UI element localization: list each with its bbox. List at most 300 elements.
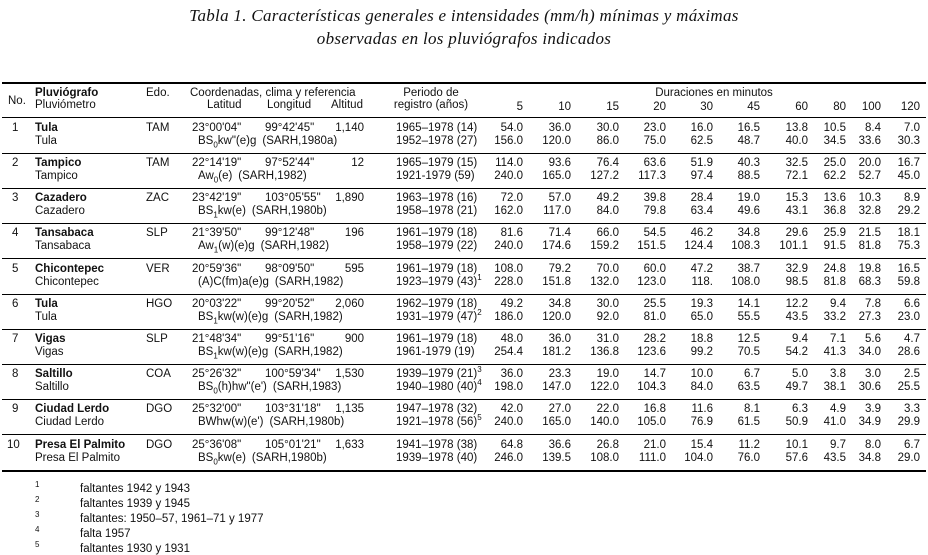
reference: (SARH,1980b) [251,452,327,464]
intensity-min: 48.0 [500,333,523,345]
reference: (SARH,1980a) [262,135,338,147]
header-altitud: Altitud [331,99,363,111]
footnote-number: 4 [35,525,40,534]
intensity-min: 39.8 [643,192,666,204]
intensity-max: 45.0 [897,170,920,182]
row-separator [2,223,926,224]
intensity-max: 186.0 [494,311,523,323]
intensity-min: 20.0 [858,157,881,169]
intensity-max: 117.0 [543,205,571,217]
state-code: ZAC [146,192,169,204]
intensity-min: 6.7 [904,439,920,451]
state-code: DGO [146,439,173,451]
row-number: 5 [12,263,19,275]
intensity-max: 151.8 [542,276,571,288]
altitude: 196 [344,227,364,239]
intensity-max: 65.0 [690,311,713,323]
period-pluviografo: 1962–1979 (18) [396,298,478,310]
intensity-min: 7.0 [904,122,920,134]
row-separator [2,364,926,365]
pluviometro-name: Tula [35,135,57,147]
footnote-text: falta 1957 [80,528,131,540]
intensity-min: 5.0 [792,368,808,380]
climate-main: Aw [198,170,214,182]
intensity-min: 3.0 [865,368,881,380]
reference: (SARH,1982) [274,311,343,323]
intensity-max: 92.0 [596,311,619,323]
table-caption [0,4,928,50]
intensity-min: 9.4 [792,333,808,345]
intensity-max: 38.1 [823,381,846,393]
intensity-min: 25.9 [823,227,846,239]
intensity-max: 63.4 [690,205,713,217]
pluviografo-name: Tampico [35,157,82,169]
climate-rest: (w)(e)g [218,240,255,252]
footnote-marker: 3 [477,365,482,375]
climate-main: BS [198,346,214,358]
intensity-max: 198.0 [494,381,523,393]
intensity-max: 34.5 [823,135,846,147]
row-number: 3 [12,192,19,204]
intensity-min: 16.7 [897,157,920,169]
intensity-min: 31.0 [596,333,619,345]
intensity-min: 108.0 [494,263,523,275]
intensity-max: 75.0 [643,135,666,147]
state-code: SLP [146,333,168,345]
footnote-marker: 1 [477,273,482,283]
intensity-max: 151.5 [637,240,666,252]
latitude: 25°36'08" [192,439,242,451]
state-code: SLP [146,227,168,239]
climate-subscript: 0 [213,140,218,150]
climate-subscript: 1 [213,245,219,255]
intensity-min: 8.1 [744,403,760,415]
intensity-min: 49.2 [500,298,523,310]
climate-rest: kw"(e)g [217,135,257,147]
intensity-min: 6.3 [792,403,808,415]
intensity-max: 120.0 [542,311,571,323]
intensity-min: 10.3 [858,192,881,204]
altitude: 595 [344,263,364,275]
intensity-min: 70.0 [596,263,619,275]
header-duration-30: 30 [700,101,713,113]
intensity-min: 19.0 [737,192,760,204]
intensity-min: 10.5 [823,122,846,134]
intensity-min: 13.6 [823,192,846,204]
intensity-max: 30.3 [897,135,920,147]
intensity-max: 228.0 [494,276,523,288]
intensity-min: 9.7 [830,439,846,451]
climate-rest: kw(e) [217,205,246,217]
pluviografo-name: Cazadero [35,192,87,204]
period-pluviografo: 1961–1979 (18) [396,227,478,239]
intensity-max: 57.6 [785,452,808,464]
latitude: 23°00'04" [192,122,242,134]
intensity-min: 34.8 [548,298,571,310]
intensity-min: 10.1 [785,439,808,451]
intensity-min: 36.0 [548,122,571,134]
period-pluviometro: 1931–1979 $(47)^2$ [396,308,482,323]
intensity-min: 47.2 [690,263,713,275]
intensity-min: 28.2 [643,333,666,345]
intensity-min: 10.0 [690,368,713,380]
climate-main: BS [198,205,214,217]
intensity-max: 120.0 [542,135,571,147]
intensity-min: 28.4 [690,192,713,204]
intensity-min: 3.3 [904,403,920,415]
intensity-min: 21.0 [643,439,666,451]
intensity-max: 41.0 [823,416,846,428]
period-pluviometro: 1961-1979 (19) [396,346,475,358]
header-duraciones: Duraciones en minutos [655,87,773,99]
pluviografo-name: Tansabaca [35,227,94,239]
intensity-min: 11.6 [691,403,713,415]
intensity-min: 40.3 [737,157,760,169]
intensity-min: 24.8 [823,263,846,275]
intensity-min: 25.0 [823,157,846,169]
climate-subscript: 1 [213,351,218,361]
header-duration-10: 10 [558,101,571,113]
intensity-max: 136.8 [590,346,619,358]
pluviometro-name: Ciudad Lerdo [35,416,105,428]
period-pluviometro: 1921–1978 $(56)^5$ [396,413,482,428]
intensity-max: 84.0 [596,205,619,217]
climate-formula [198,346,343,359]
intensity-min: 18.8 [690,333,713,345]
row-number: 1 [12,122,19,134]
intensity-min: 15.4 [690,439,713,451]
climate-main: (A)C(fm)a(e)g [198,276,269,288]
intensity-min: 42.0 [500,403,523,415]
intensity-max: 98.5 [785,276,808,288]
intensity-min: 8.4 [865,122,881,134]
intensity-max: 159.2 [590,240,619,252]
header-duration-120: 120 [900,101,920,113]
intensity-max: 34.9 [858,416,881,428]
footnote-number: 5 [35,540,40,549]
intensity-min: 30.0 [596,298,619,310]
intensity-max: 29.9 [897,416,920,428]
longitude: 99°20'52" [265,298,315,310]
intensity-max: 33.6 [858,135,881,147]
intensity-min: 12.2 [785,298,808,310]
intensity-max: 108.0 [731,276,760,288]
intensity-max: 105.0 [637,416,666,428]
pluviografo-name: Presa El Palmito [35,439,126,451]
pluviografo-name: Tula [35,122,58,134]
climate-subscript: 1 [213,316,218,326]
intensity-max: 127.2 [590,170,619,182]
row-number: 7 [12,333,19,345]
intensity-min: 72.0 [500,192,523,204]
row-number: 10 [7,439,20,451]
intensity-max: 246.0 [494,452,523,464]
header-periodo-line1: Periodo de [403,87,459,99]
intensity-max: 123.0 [637,276,666,288]
intensity-min: 19.8 [858,263,881,275]
intensity-min: 46.2 [690,227,713,239]
climate-subscript: 0 [213,457,218,467]
intensity-max: 123.6 [637,346,666,358]
climate-formula [198,311,343,324]
intensity-min: 16.8 [643,403,666,415]
intensity-min: 23.0 [643,122,666,134]
row-separator [2,329,926,330]
intensity-max: 81.8 [858,240,881,252]
intensity-max: 118. [691,276,713,288]
intensity-min: 27.0 [548,403,571,415]
row-separator [2,399,926,400]
intensity-max: 81.8 [823,276,846,288]
altitude: 1,530 [335,368,364,380]
caption-line-1: Tabla 1. Características generales e intensidades (mm/h) mínimas y máximas [189,6,739,25]
intensity-max: 49.7 [785,381,808,393]
table-bottom-rule [2,470,926,472]
longitude: 103°31'18" [265,403,321,415]
intensity-max: 62.5 [690,135,713,147]
intensity-min: 2.5 [904,368,920,380]
intensity-min: 23.3 [548,368,571,380]
period-pluviometro: 1923–1979 $(43)^1$ [396,273,482,288]
intensity-min: 4.7 [904,333,920,345]
climate-formula [198,381,341,394]
table-header-rule [2,117,926,118]
intensity-min: 32.9 [785,263,808,275]
intensity-min: 114.0 [495,157,523,169]
intensity-min: 26.8 [596,439,619,451]
longitude: 97°52'44" [265,157,315,169]
intensity-min: 5.6 [865,333,881,345]
header-duration-5: 5 [516,101,523,113]
intensity-max: 29.2 [897,205,920,217]
latitude: 20°59'36" [192,263,242,275]
intensity-min: 30.0 [596,122,619,134]
footnote-marker: 4 [477,378,482,388]
period-pluviometro: 1952–1978 (27) [396,135,478,147]
climate-rest: kw(e) [217,452,246,464]
latitude: 21°48'34" [192,333,242,345]
intensity-min: 16.5 [897,263,920,275]
header-duration-60: 60 [795,101,808,113]
reference: (SARH,1982) [260,240,330,252]
period-pluviografo: 1961–1979 (18) [396,333,478,345]
intensity-max: 76.0 [737,452,760,464]
latitude: 25°32'00" [192,403,242,415]
footnote-number: 2 [35,495,40,504]
longitude: 98°09'50" [265,263,315,275]
intensity-min: 9.4 [830,298,846,310]
intensity-max: 88.5 [737,170,760,182]
intensity-max: 49.6 [737,205,760,217]
intensity-min: 76.4 [596,157,619,169]
intensity-max: 33.2 [823,311,846,323]
intensity-max: 99.2 [690,346,713,358]
intensity-min: 14.7 [643,368,666,380]
intensity-max: 165.0 [542,170,571,182]
intensity-min: 16.5 [737,122,760,134]
intensity-max: 86.0 [596,135,619,147]
intensity-min: 15.3 [785,192,808,204]
intensity-min: 38.7 [737,263,760,275]
reference: (SARH,1982) [274,276,344,288]
climate-subscript: 1 [213,210,218,220]
header-duration-100: 100 [861,101,881,113]
intensity-min: 57.0 [548,192,571,204]
intensity-max: 162.0 [494,205,523,217]
row-number: 9 [12,403,19,415]
intensity-min: 81.6 [500,227,523,239]
intensity-max: 174.6 [542,240,571,252]
intensity-min: 49.2 [596,192,619,204]
period-pluviografo: 1939–1979 $(21)^3$ [396,365,482,380]
intensity-min: 32.5 [785,157,808,169]
intensity-min: 19.3 [690,298,713,310]
intensity-max: 117.3 [638,170,666,182]
intensity-min: 25.5 [643,298,666,310]
climate-rest: kw(w)(e)g [217,346,269,358]
intensity-max: 122.0 [590,381,619,393]
longitude: 105°01'21" [265,439,321,451]
intensity-min: 63.6 [643,157,666,169]
row-separator [2,258,926,259]
climate-formula [198,205,327,218]
intensity-max: 52.7 [858,170,881,182]
altitude: 12 [351,157,364,169]
intensity-max: 30.6 [858,381,881,393]
climate-subscript: 0 [213,386,218,396]
intensity-max: 72.1 [785,170,808,182]
state-code: VER [146,263,170,275]
pluviometro-name: Vigas [35,346,64,358]
intensity-max: 76.9 [690,416,713,428]
pluviografo-name: Chicontepec [35,263,105,275]
intensity-max: 79.8 [643,205,666,217]
latitude: 23°42'19" [192,192,242,204]
latitude: 25°26'32" [192,368,242,380]
pluviografo-name: Tula [35,298,58,310]
period-pluviometro: 1940–1980 $(40)^4$ [396,378,482,393]
intensity-max: 63.5 [737,381,760,393]
period-pluviografo: 1961–1979 (18) [396,263,478,275]
table-top-rule [2,82,926,84]
reference: (SARH,1982) [238,170,307,182]
intensity-max: 48.7 [737,135,760,147]
reference: (SARH,1983) [272,381,342,393]
intensity-max: 104.0 [684,452,713,464]
climate-rest: (h)hw"(e') [217,381,267,393]
intensity-max: 165.0 [542,416,571,428]
intensity-min: 3.8 [830,368,846,380]
intensity-min: 36.0 [500,368,523,380]
intensity-min: 36.0 [548,333,571,345]
intensity-min: 36.6 [548,439,571,451]
intensity-min: 93.6 [548,157,571,169]
period-pluviografo: 1965–1978 (14) [396,122,478,134]
footnote-text: faltantes 1942 y 1943 [80,483,190,495]
longitude: 100°59'34" [265,368,321,380]
intensity-min: 16.0 [690,122,713,134]
intensity-max: 68.3 [858,276,881,288]
intensity-max: 101.1 [779,240,808,252]
intensity-max: 91.5 [823,240,846,252]
row-number: 2 [12,157,19,169]
intensity-max: 108.3 [731,240,760,252]
climate-rest: kw(w)(e)g [217,311,269,323]
reference: (SARH,1980b) [269,416,345,428]
altitude: 2,060 [335,298,364,310]
intensity-min: 6.7 [744,368,760,380]
intensity-max: 140.0 [590,416,619,428]
intensity-max: 254.4 [494,346,523,358]
intensity-min: 19.0 [596,368,619,380]
pluviometro-name: Saltillo [35,381,69,393]
row-separator [2,294,926,295]
intensity-max: 97.4 [690,170,713,182]
row-separator [2,153,926,154]
latitude: 22°14'19" [192,157,242,169]
state-code: DGO [146,403,173,415]
intensity-max: 147.0 [542,381,571,393]
pluviometro-name: Tansabaca [35,240,91,252]
intensity-min: 6.6 [904,298,920,310]
intensity-max: 28.6 [897,346,920,358]
intensity-max: 27.3 [858,311,881,323]
intensity-max: 156.0 [494,135,523,147]
intensity-min: 8.0 [865,439,881,451]
period-pluviometro: 1921-1979 (59) [396,170,475,182]
period-pluviografo: 1941–1978 (38) [396,439,478,451]
footnote-number: 3 [35,510,40,519]
climate-main: BS [198,311,214,323]
intensity-min: 34.8 [737,227,760,239]
longitude: 99°12'48" [265,227,315,239]
footnote-marker: 5 [477,413,482,423]
pluviometro-name: Tula [35,311,57,323]
intensity-min: 7.1 [830,333,846,345]
intensity-max: 132.0 [590,276,619,288]
altitude: 1,633 [335,439,364,451]
header-duration-45: 45 [747,101,760,113]
climate-formula [198,452,327,465]
altitude: 1,135 [335,403,364,415]
intensity-max: 41.3 [823,346,846,358]
intensity-max: 55.5 [737,311,760,323]
intensity-max: 34.8 [858,452,881,464]
header-no: No. [8,95,26,107]
state-code: TAM [146,122,170,134]
intensity-max: 124.4 [684,240,713,252]
header-pluviografo: Pluviógrafo [35,87,99,99]
row-number: 4 [12,227,19,239]
footnote-text: faltantes: 1950–57, 1961–71 y 1977 [80,513,264,525]
pluviometro-name: Tampico [35,170,78,182]
intensity-min: 79.2 [548,263,571,275]
intensity-max: 25.5 [897,381,920,393]
longitude: 99°51'16" [265,333,315,345]
header-coordenadas: Coordenadas, clima y referencia [190,87,356,99]
climate-main: BS [198,381,214,393]
intensity-min: 21.5 [858,227,881,239]
header-longitud: Longitud [267,99,312,111]
intensity-max: 240.0 [494,416,523,428]
latitude: 21°39'50" [192,227,242,239]
intensity-max: 23.0 [897,311,920,323]
intensity-max: 29.0 [897,452,920,464]
intensity-max: 50.9 [785,416,808,428]
intensity-max: 181.2 [542,346,571,358]
intensity-max: 139.5 [542,452,571,464]
intensity-min: 64.8 [500,439,523,451]
